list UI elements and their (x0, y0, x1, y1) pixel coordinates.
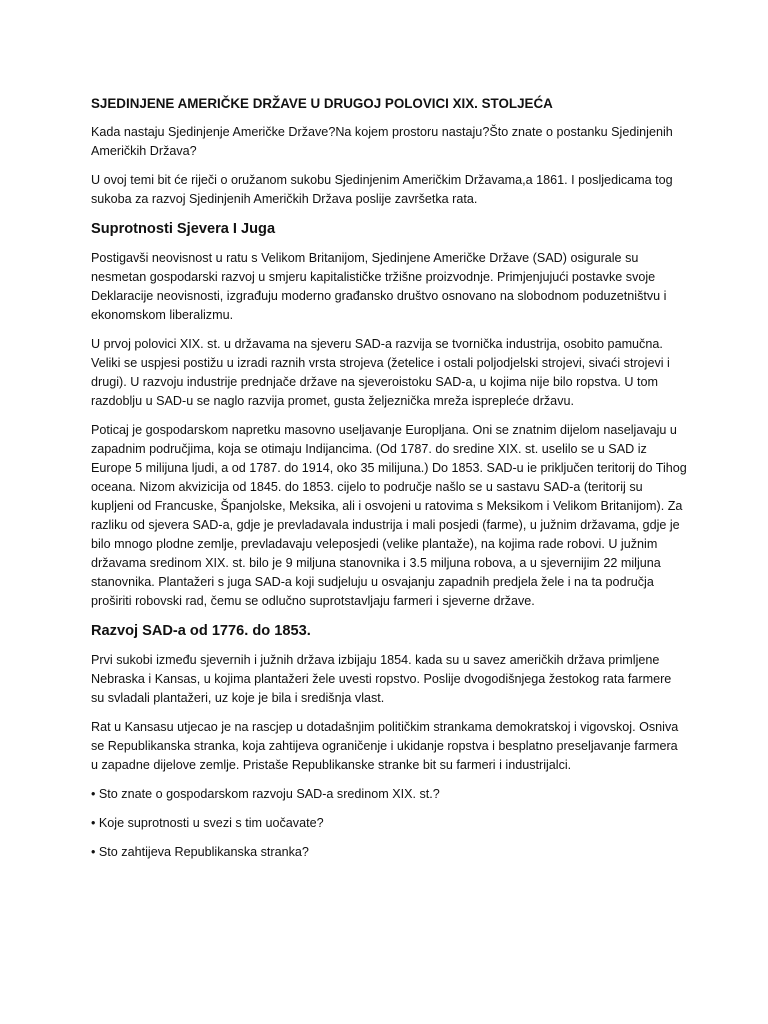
section-heading-suprotnosti: Suprotnosti Sjevera I Juga (91, 221, 276, 237)
section1-paragraph-3: Poticaj je gospodarskom napretku masovno useljavanje Europljana. Oni se znatnim dijelom naseljavaju u zapadnim područjima, koja se otimaju Indijancima. (Od 1787. do sredine XIX. st. uselilo se u SAD iz Europe 5 milijuna ljudi, a od 1787. do 1914, oko 35 milijuna.) Do 1853. SAD-u ie priključen teritorij do Tihog oceana. Nizom akvizicija od 1845. do 1853. cijelo to područje našlo se u sastavu SAD-a (teritorij su kupljeni od Francuske, Španjolske, Meksika, ali i osvojeni u ratovima s Meksikom i Velikom Britanijom). Za razliku od sjevera SAD-a, gdje je prevladavala industrija i mali posjedi (farme), u južnim državama, gdje je bilo mnogo plodne zemlje, prevladavaju veleposjedi (velike plantaže), na kojima rade robovi. U južnim državama sredinom XIX. st. bilo je 9 miljuna stanovnika i 3.5 miljuna robova, a u sjevernijim 22 miljuna stanovnika. Plantažeri s juga SAD-a koji sudjeluju u osvajanju zapadnih predjela žele i na ta područja proširiti robovski rad, čemu se odlučno suprotstavljaju farmeri i sjeverne države. (91, 423, 687, 608)
question-item-3: • Sto zahtijeva Republikanska stranka? (91, 845, 309, 859)
intro-paragraph-2: U ovoj temi bit će riječi o oružanom sukobu Sjedinjenim Američkim Državama,a 1861. I posljedicama tog sukoba za razvoj Sjedinjenih Američkih Država poslije završetka rata. (91, 173, 673, 206)
question-item-2: • Koje suprotnosti u svezi s tim uočavate? (91, 816, 324, 830)
document-page (91, 94, 687, 872)
intro-paragraph-1: Kada nastaju Sjedinjenje Američke Države?Na kojem prostoru nastaju?Što znate o postanku Sjedinjenih Američkih Država? (91, 125, 673, 158)
document-title: SJEDINJENE AMERIČKE DRŽAVE U DRUGOJ POLOVICI XIX. STOLJEĆA (91, 96, 553, 111)
section1-paragraph-1: Postigavši neovisnost u ratu s Velikom Britanijom, Sjedinjene Američke Države (SAD) osigurale su nesmetan gospodarski razvoj u smjeru kapitalističke tržišne proizvodnje. Primjenjujući postavke svoje Deklaracije neovisnosti, izgrađuju moderno građansko društvo osnovano na slobodnom poduzetništvu i ekonomskom liberalizmu. (91, 251, 667, 322)
section1-paragraph-2: U prvoj polovici XIX. st. u državama na sjeveru SAD-a razvija se tvornička industrija, osobito pamučna. Veliki se uspjesi postižu u izradi raznih vrsta strojeva (žetelice i ostali poljodjelski strojevi, sivaći strojevi i drugi). U razvoju industrije prednjače države na sjeveroistoku SAD-a, u kojima nije bilo ropstva. U tom razdoblju u SAD-u se naglo razvija promet, gusta željeznička mreža isprepleće državu. (91, 337, 670, 408)
section2-paragraph-1: Prvi sukobi između sjevernih i južnih država izbijaju 1854. kada su u savez američkih država primljene Nebraska i Kansas, u kojima plantažeri žele uvesti ropstvo. Poslije dvogodišnjega žestokog rata farmere su svladali plantažeri, uz koje je bila i središnja vlast. (91, 653, 672, 705)
question-item-1: • Sto znate o gospodarskom razvoju SAD-a sredinom XIX. st.? (91, 787, 440, 801)
section-heading-razvoj: Razvoj SAD-a od 1776. do 1853. (91, 623, 311, 639)
section2-paragraph-2: Rat u Kansasu utjecao je na rascjep u dotadašnjim političkim strankama demokratskoj i vigovskoj. Osniva se Republikanska stranka, koja zahtijeva ograničenje i ukidanje ropstva i besplatno preseljavanje farmera u zapadne dijelove zemlje. Pristaše Republikanske stranke bit su farmeri i industrijalci. (91, 720, 679, 772)
